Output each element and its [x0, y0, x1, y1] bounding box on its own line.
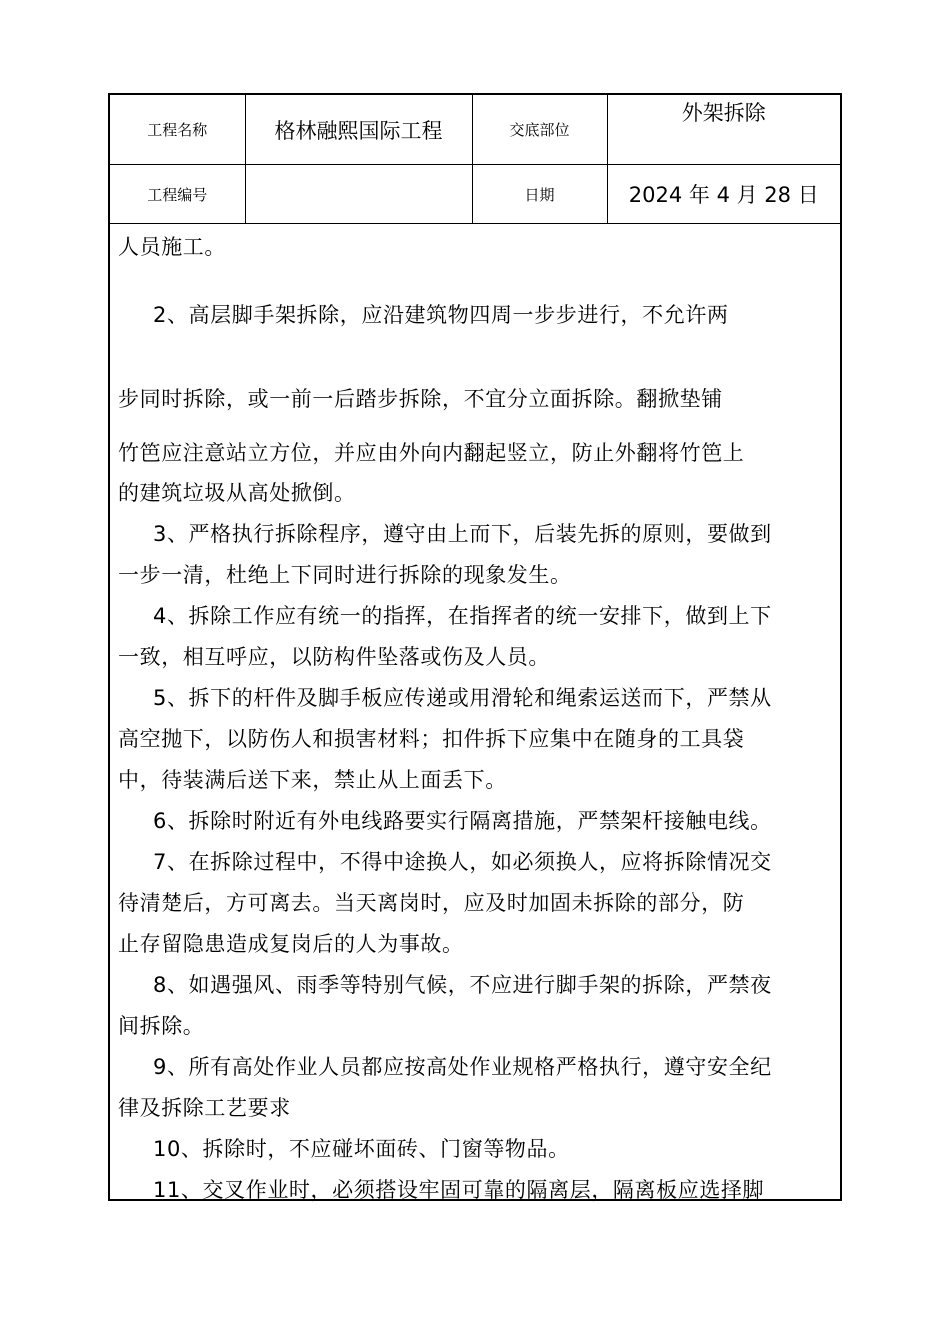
body-line: 10、拆除时，不应碰坏面砖、门窗等物品。 — [153, 1137, 570, 1161]
section-label: 交底部位 — [472, 95, 607, 165]
body-line: 5、拆下的杆件及脚手板应传递或用滑轮和绳索运送而下，严禁从 — [153, 686, 772, 710]
body-line: 一致，相互呼应，以防构件坠落或伤及人员。 — [118, 645, 550, 669]
document-frame — [108, 93, 842, 1201]
body-line: 高空抛下，以防伤人和损害材料；扣件拆下应集中在随身的工具袋 — [118, 727, 745, 751]
section-value: 外架拆除 — [607, 95, 840, 165]
project-name-label: 工程名称 — [110, 95, 245, 165]
body-line: 7、在拆除过程中，不得中途换人，如必须换人，应将拆除情况交 — [153, 850, 772, 874]
body-line: 11、交叉作业时，必须搭设牢固可靠的隔离层，隔离板应选择脚 — [153, 1178, 765, 1202]
project-no-label: 工程编号 — [110, 165, 245, 224]
project-no-value — [245, 165, 472, 224]
body-line: 步同时拆除，或一前一后踏步拆除，不宜分立面拆除。翻掀垫铺 — [118, 387, 723, 411]
body-line: 4、拆除工作应有统一的指挥，在指挥者的统一安排下，做到上下 — [153, 604, 772, 628]
body-line: 的建筑垃圾从高处掀倒。 — [118, 481, 356, 505]
header-row-1 — [110, 95, 840, 165]
body-line: 中，待装满后送下来，禁止从上面丢下。 — [118, 768, 507, 792]
body-line: 2、高层脚手架拆除，应沿建筑物四周一步步进行，不允许两 — [153, 303, 729, 327]
body-line: 竹笆应注意站立方位，并应由外向内翻起竖立，防止外翻将竹笆上 — [118, 441, 745, 465]
body-line: 待清楚后，方可离去。当天离岗时，应及时加固未拆除的部分，防 — [118, 891, 745, 915]
header-row-2 — [110, 165, 840, 224]
body-line: 一步一清，杜绝上下同时进行拆除的现象发生。 — [118, 563, 572, 587]
body-line: 6、拆除时附近有外电线路要实行隔离措施，严禁架杆接触电线。 — [153, 809, 772, 833]
body-line: 间拆除。 — [118, 1014, 205, 1038]
date-value: 2024 年 4 月 28 日 — [607, 165, 840, 224]
project-name-value: 格林融熙国际工程 — [245, 95, 472, 165]
date-label: 日期 — [472, 165, 607, 224]
body-line: 人员施工。 — [118, 235, 226, 259]
body-line: 9、所有高处作业人员都应按高处作业规格严格执行，遵守安全纪 — [153, 1055, 772, 1079]
header-table — [110, 95, 840, 224]
body-line: 止存留隐患造成复岗后的人为事故。 — [118, 932, 464, 956]
body-line: 8、如遇强风、雨季等特别气候，不应进行脚手架的拆除，严禁夜 — [153, 973, 772, 997]
body-line: 3、严格执行拆除程序，遵守由上而下，后装先拆的原则，要做到 — [153, 522, 772, 546]
body-line: 律及拆除工艺要求 — [118, 1096, 291, 1120]
